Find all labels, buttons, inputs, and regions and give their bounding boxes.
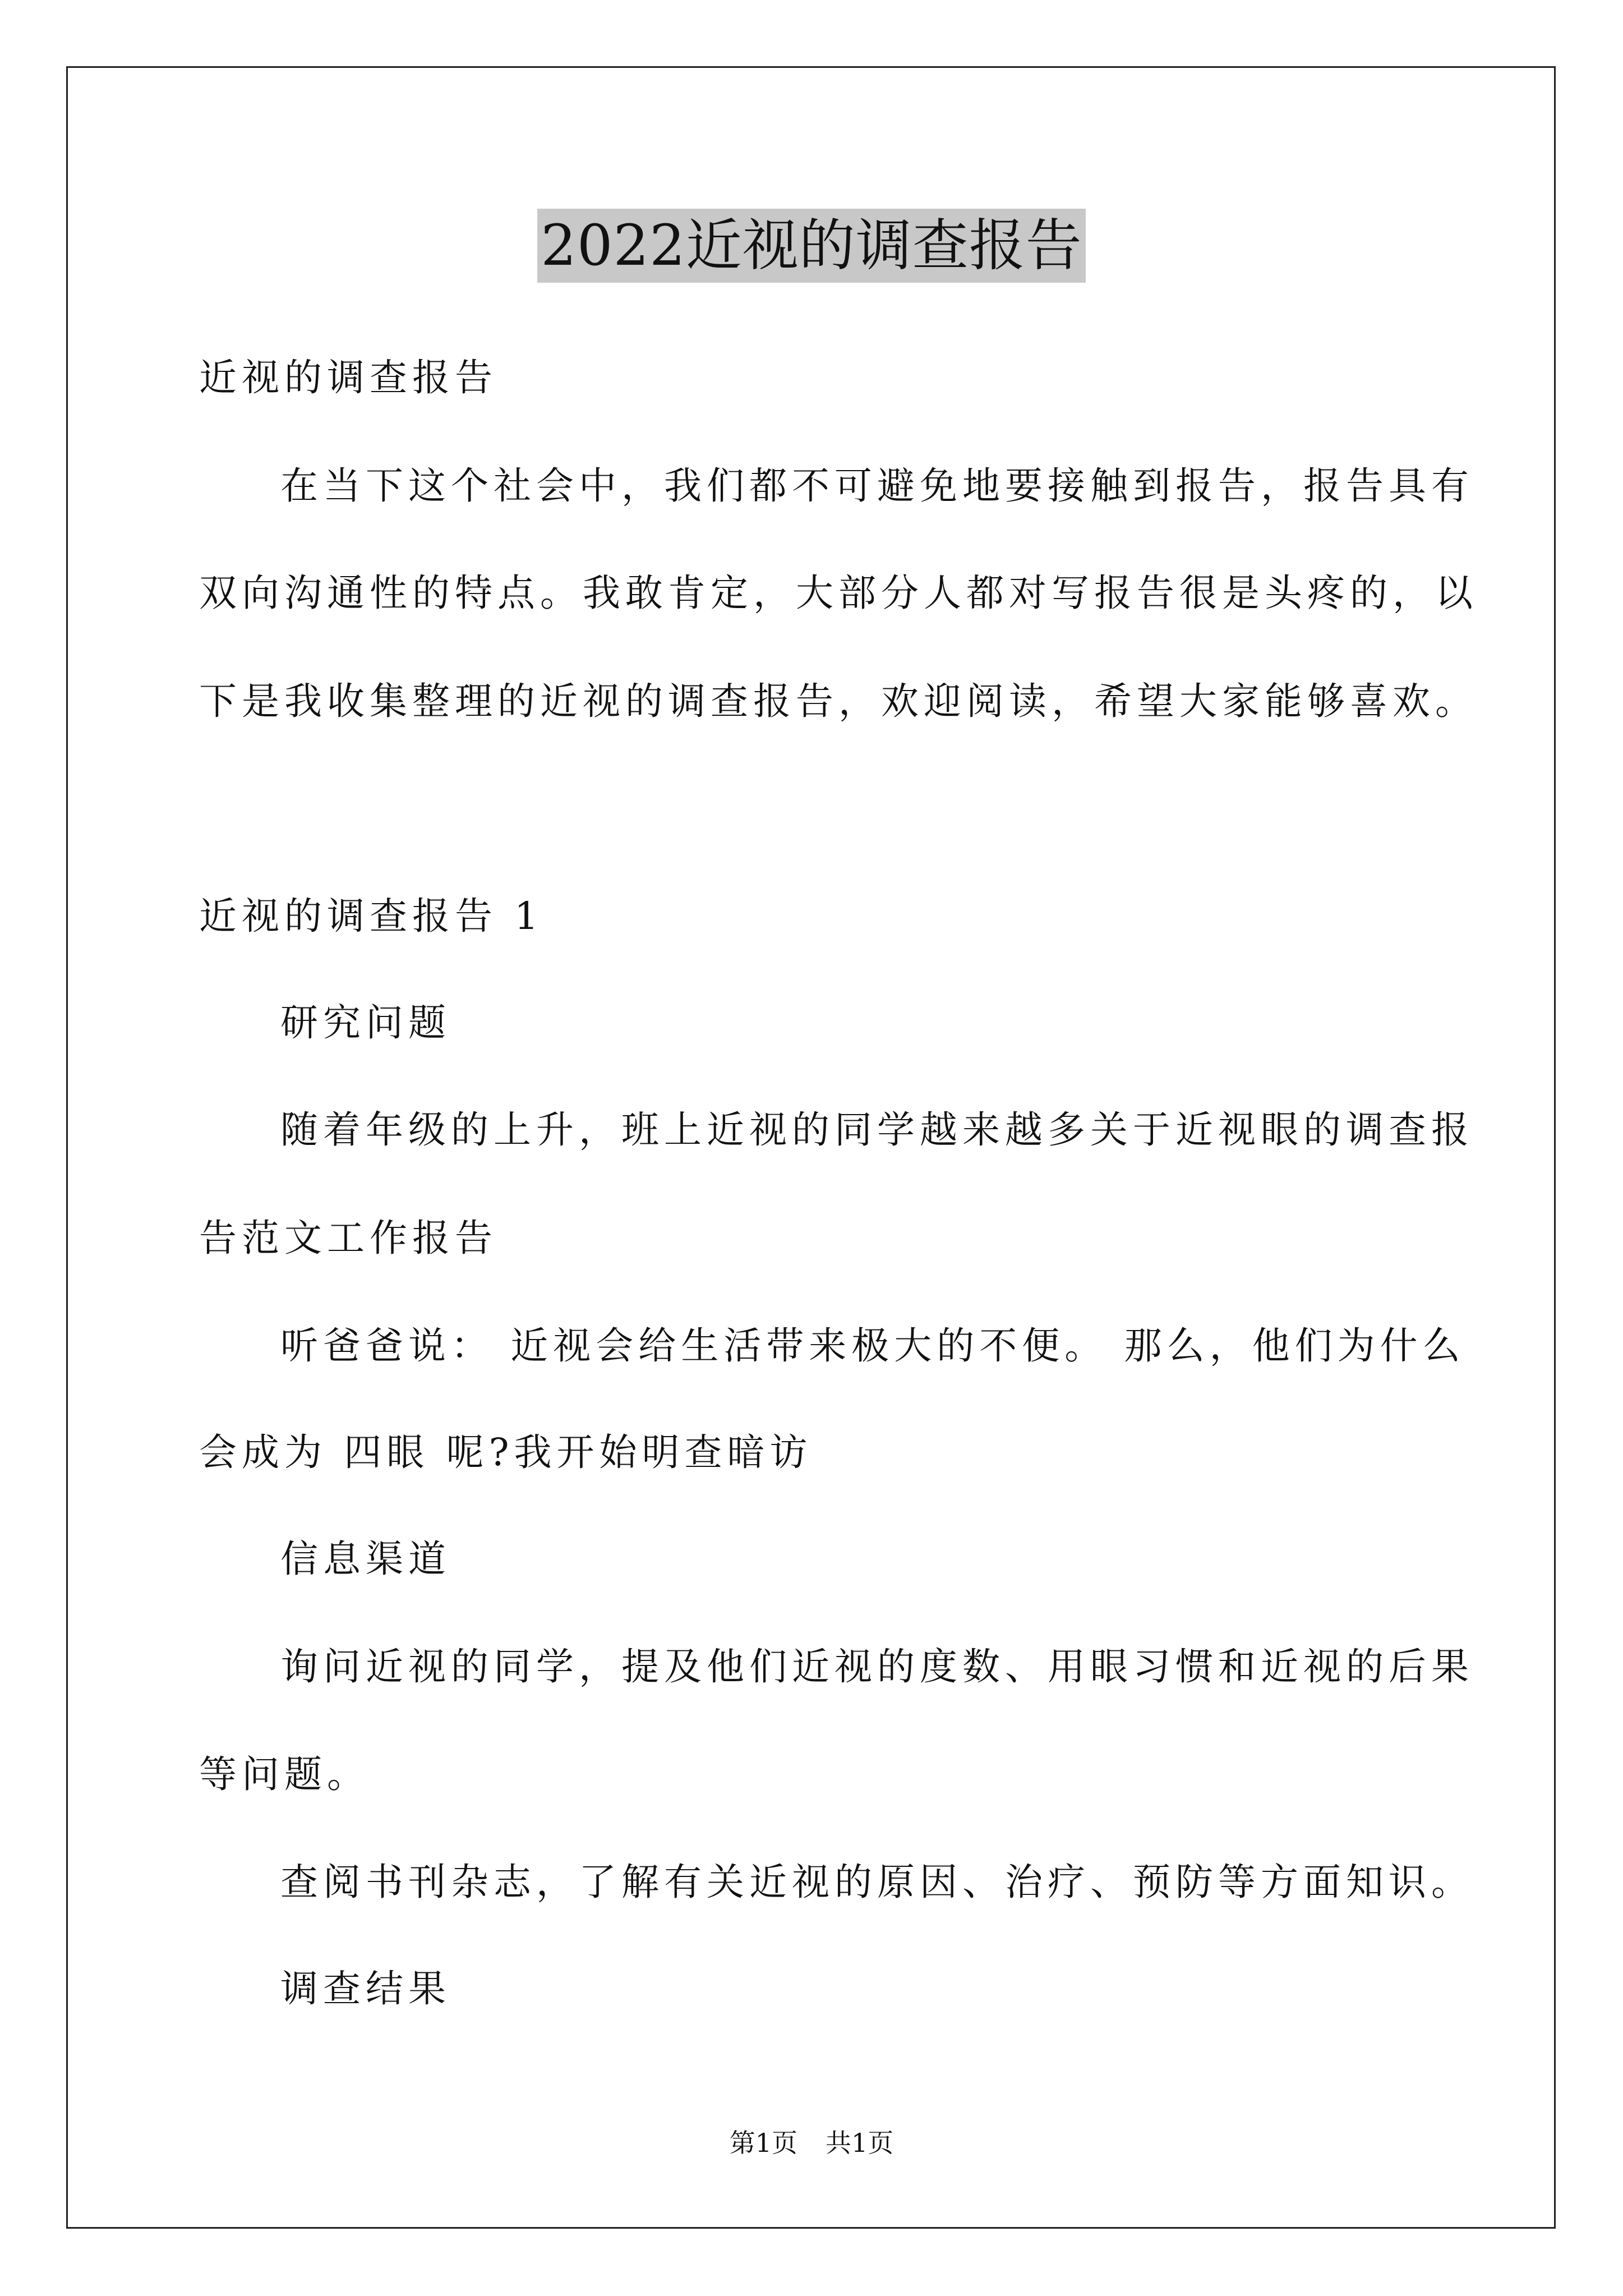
paragraph-line: 查阅书刊杂志，了解有关近视的原因、治疗、预防等方面知识。	[280, 1860, 1474, 1904]
paragraph-line: 等问题。	[199, 1752, 370, 1796]
subheading: 研究问题	[280, 1001, 451, 1045]
section-heading: 近视的调查报告	[199, 356, 497, 399]
section-heading: 近视的调查报告 1	[199, 894, 543, 938]
paragraph-line: 告范文工作报告	[199, 1216, 497, 1260]
paragraph-line: 会成为 四眼 呢?我开始明查暗访	[199, 1430, 813, 1474]
paragraph-line: 下是我收集整理的近视的调查报告，欢迎阅读，希望大家能够喜欢。	[199, 679, 1478, 723]
paragraph-line: 随着年级的上升，班上近视的同学越来越多关于近视眼的调查报	[280, 1108, 1474, 1152]
page-total: 共1页	[826, 2128, 894, 2158]
subheading: 调查结果	[280, 1967, 451, 2010]
page-footer	[0, 2126, 1623, 2160]
paragraph-line: 询问近视的同学，提及他们近视的度数、用眼习惯和近视的后果	[280, 1645, 1474, 1688]
paragraph-line: 双向沟通性的特点。我敢肯定，大部分人都对写报告很是头疼的，以	[199, 571, 1478, 615]
paragraph-line: 听爸爸说： 近视会给生活带来极大的不便。 那么，他们为什么	[280, 1324, 1465, 1368]
subheading: 信息渠道	[280, 1537, 451, 1581]
document-title: 2022近视的调查报告	[537, 209, 1086, 283]
title-container	[0, 209, 1623, 283]
paragraph-line: 在当下这个社会中，我们都不可避免地要接触到报告，报告具有	[280, 464, 1474, 508]
page-number: 第1页	[729, 2128, 797, 2158]
